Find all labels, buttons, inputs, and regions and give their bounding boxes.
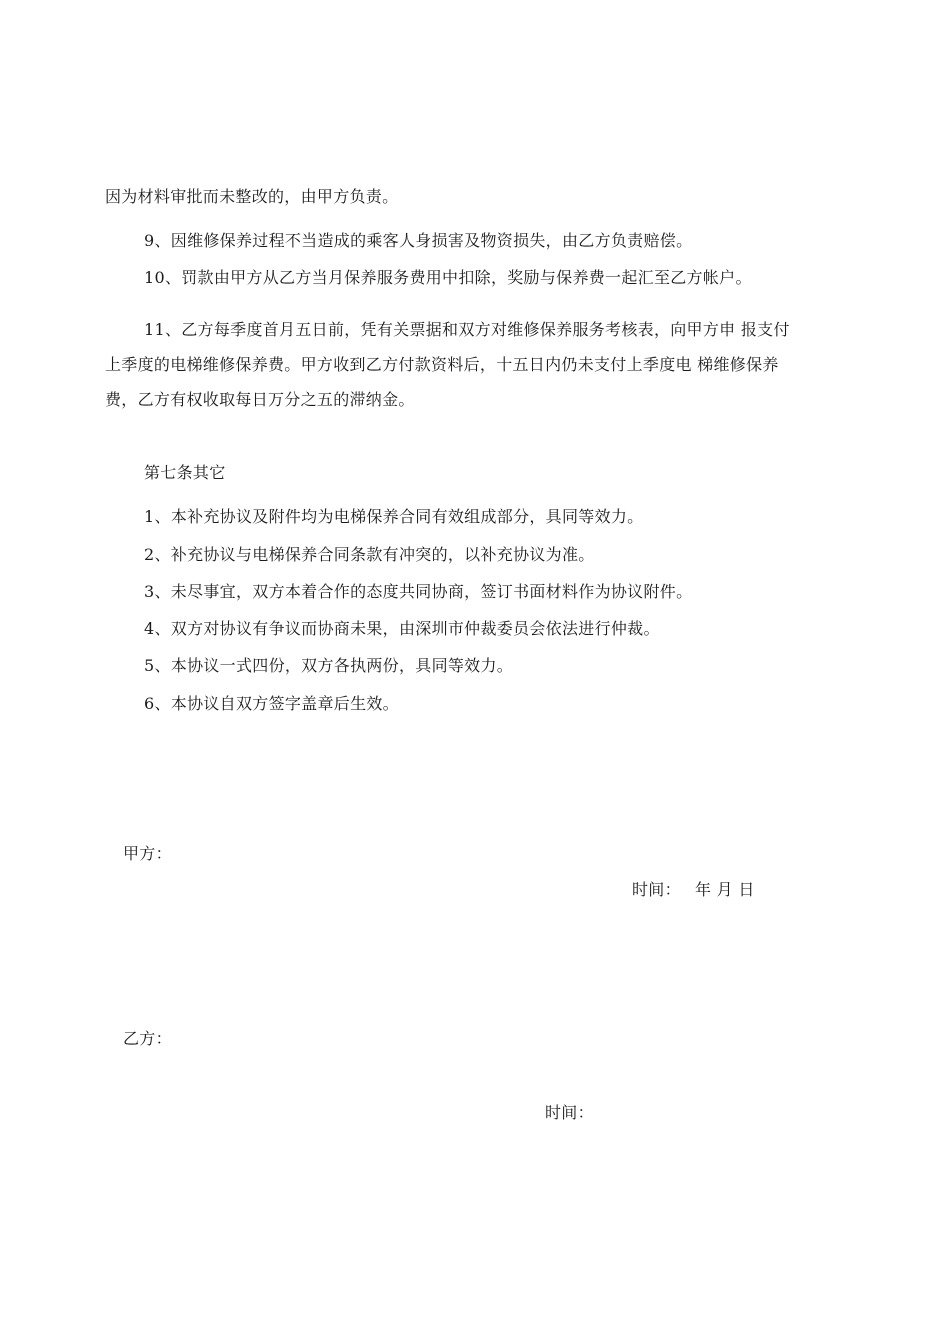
party-a-label: 甲方： <box>123 844 172 863</box>
clause-item-11-line-2: 上季度的电梯维修保养费。甲方收到乙方付款资料后，十五日内仍未支付上季度电 梯维修保养 <box>105 355 779 374</box>
section-7-item-5: 5、本协议一式四份，双方各执两份，具同等效力。 <box>144 656 514 675</box>
continuation-text: 因为材料审批而未整改的，由甲方负责。 <box>105 187 399 206</box>
party-a-date: 年 月 日 <box>695 880 755 899</box>
clause-item-10: 10、罚款由甲方从乙方当月保养服务费用中扣除，奖励与保养费一起汇至乙方帐户。 <box>144 268 752 287</box>
section-7-item-3: 3、未尽事宜，双方本着合作的态度共同协商，签订书面材料作为协议附件。 <box>144 582 693 601</box>
section-7-item-6: 6、本协议自双方签字盖章后生效。 <box>144 694 399 713</box>
clause-item-11-line-1: 11、乙方每季度首月五日前，凭有关票据和双方对维修保养服务考核表，向甲方申 报支付 <box>144 320 790 339</box>
section-7-item-2: 2、补充协议与电梯保养合同条款有冲突的，以补充协议为准。 <box>144 545 595 564</box>
party-a-time-label: 时间： <box>632 880 681 899</box>
section-7-title: 第七条其它 <box>144 463 226 482</box>
party-b-label: 乙方： <box>123 1029 172 1048</box>
section-7-item-1: 1、本补充协议及附件均为电梯保养合同有效组成部分，具同等效力。 <box>144 507 644 526</box>
clause-item-11-line-3: 费，乙方有权收取每日万分之五的滞纳金。 <box>105 390 415 409</box>
clause-item-11 <box>105 312 855 417</box>
party-b-time-label: 时间： <box>545 1103 594 1122</box>
clause-item-9: 9、因维修保养过程不当造成的乘客人身损害及物资损失，由乙方负责赔偿。 <box>144 231 693 250</box>
section-7-item-4: 4、双方对协议有争议而协商未果，由深圳市仲裁委员会依法进行仲裁。 <box>144 619 660 638</box>
